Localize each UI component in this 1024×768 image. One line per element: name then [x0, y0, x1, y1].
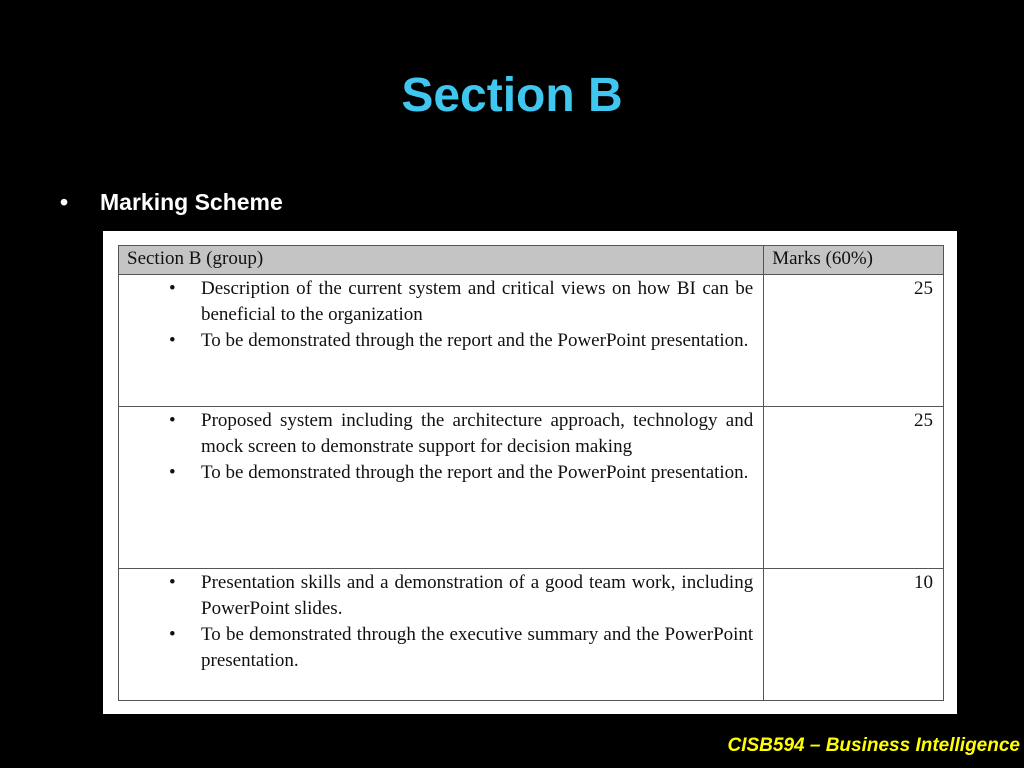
list-item: • To be demonstrated through the executive summary and the PowerPoint presentation. [127, 622, 753, 674]
bullet-marking-scheme [60, 188, 283, 216]
marks-cell: 25 [764, 275, 944, 407]
list-item: • To be demonstrated through the report and the PowerPoint presentation. [127, 460, 753, 486]
list-item: • To be demonstrated through the report and the PowerPoint presentation. [127, 328, 753, 354]
list-item: • Description of the current system and critical views on how BI can be beneficial to the organization [127, 276, 753, 328]
criteria-cell [119, 407, 764, 569]
bullet-text: Marking Scheme [100, 189, 283, 215]
column-header-section: Section B (group) [119, 246, 764, 275]
criteria-cell [119, 569, 764, 701]
marking-scheme-table [118, 245, 944, 701]
slide-title: Section B [401, 69, 623, 122]
list-item: • Presentation skills and a demonstration of a good team work, including PowerPoint slides. [127, 570, 753, 622]
marking-scheme-image [103, 231, 957, 714]
table-row [119, 569, 944, 701]
marks-cell: 25 [764, 407, 944, 569]
criteria-cell [119, 275, 764, 407]
list-item: • Proposed system including the architecture approach, technology and mock screen to demonstrate support for decision making [127, 408, 753, 460]
bullet-icon: • [60, 189, 69, 215]
footer-course-title: CISB594 – Business Intelligence [727, 735, 1020, 756]
table-row [119, 407, 944, 569]
column-header-marks: Marks (60%) [764, 246, 944, 275]
marks-cell: 10 [764, 569, 944, 701]
table-row [119, 275, 944, 407]
table-header-row [119, 246, 944, 275]
